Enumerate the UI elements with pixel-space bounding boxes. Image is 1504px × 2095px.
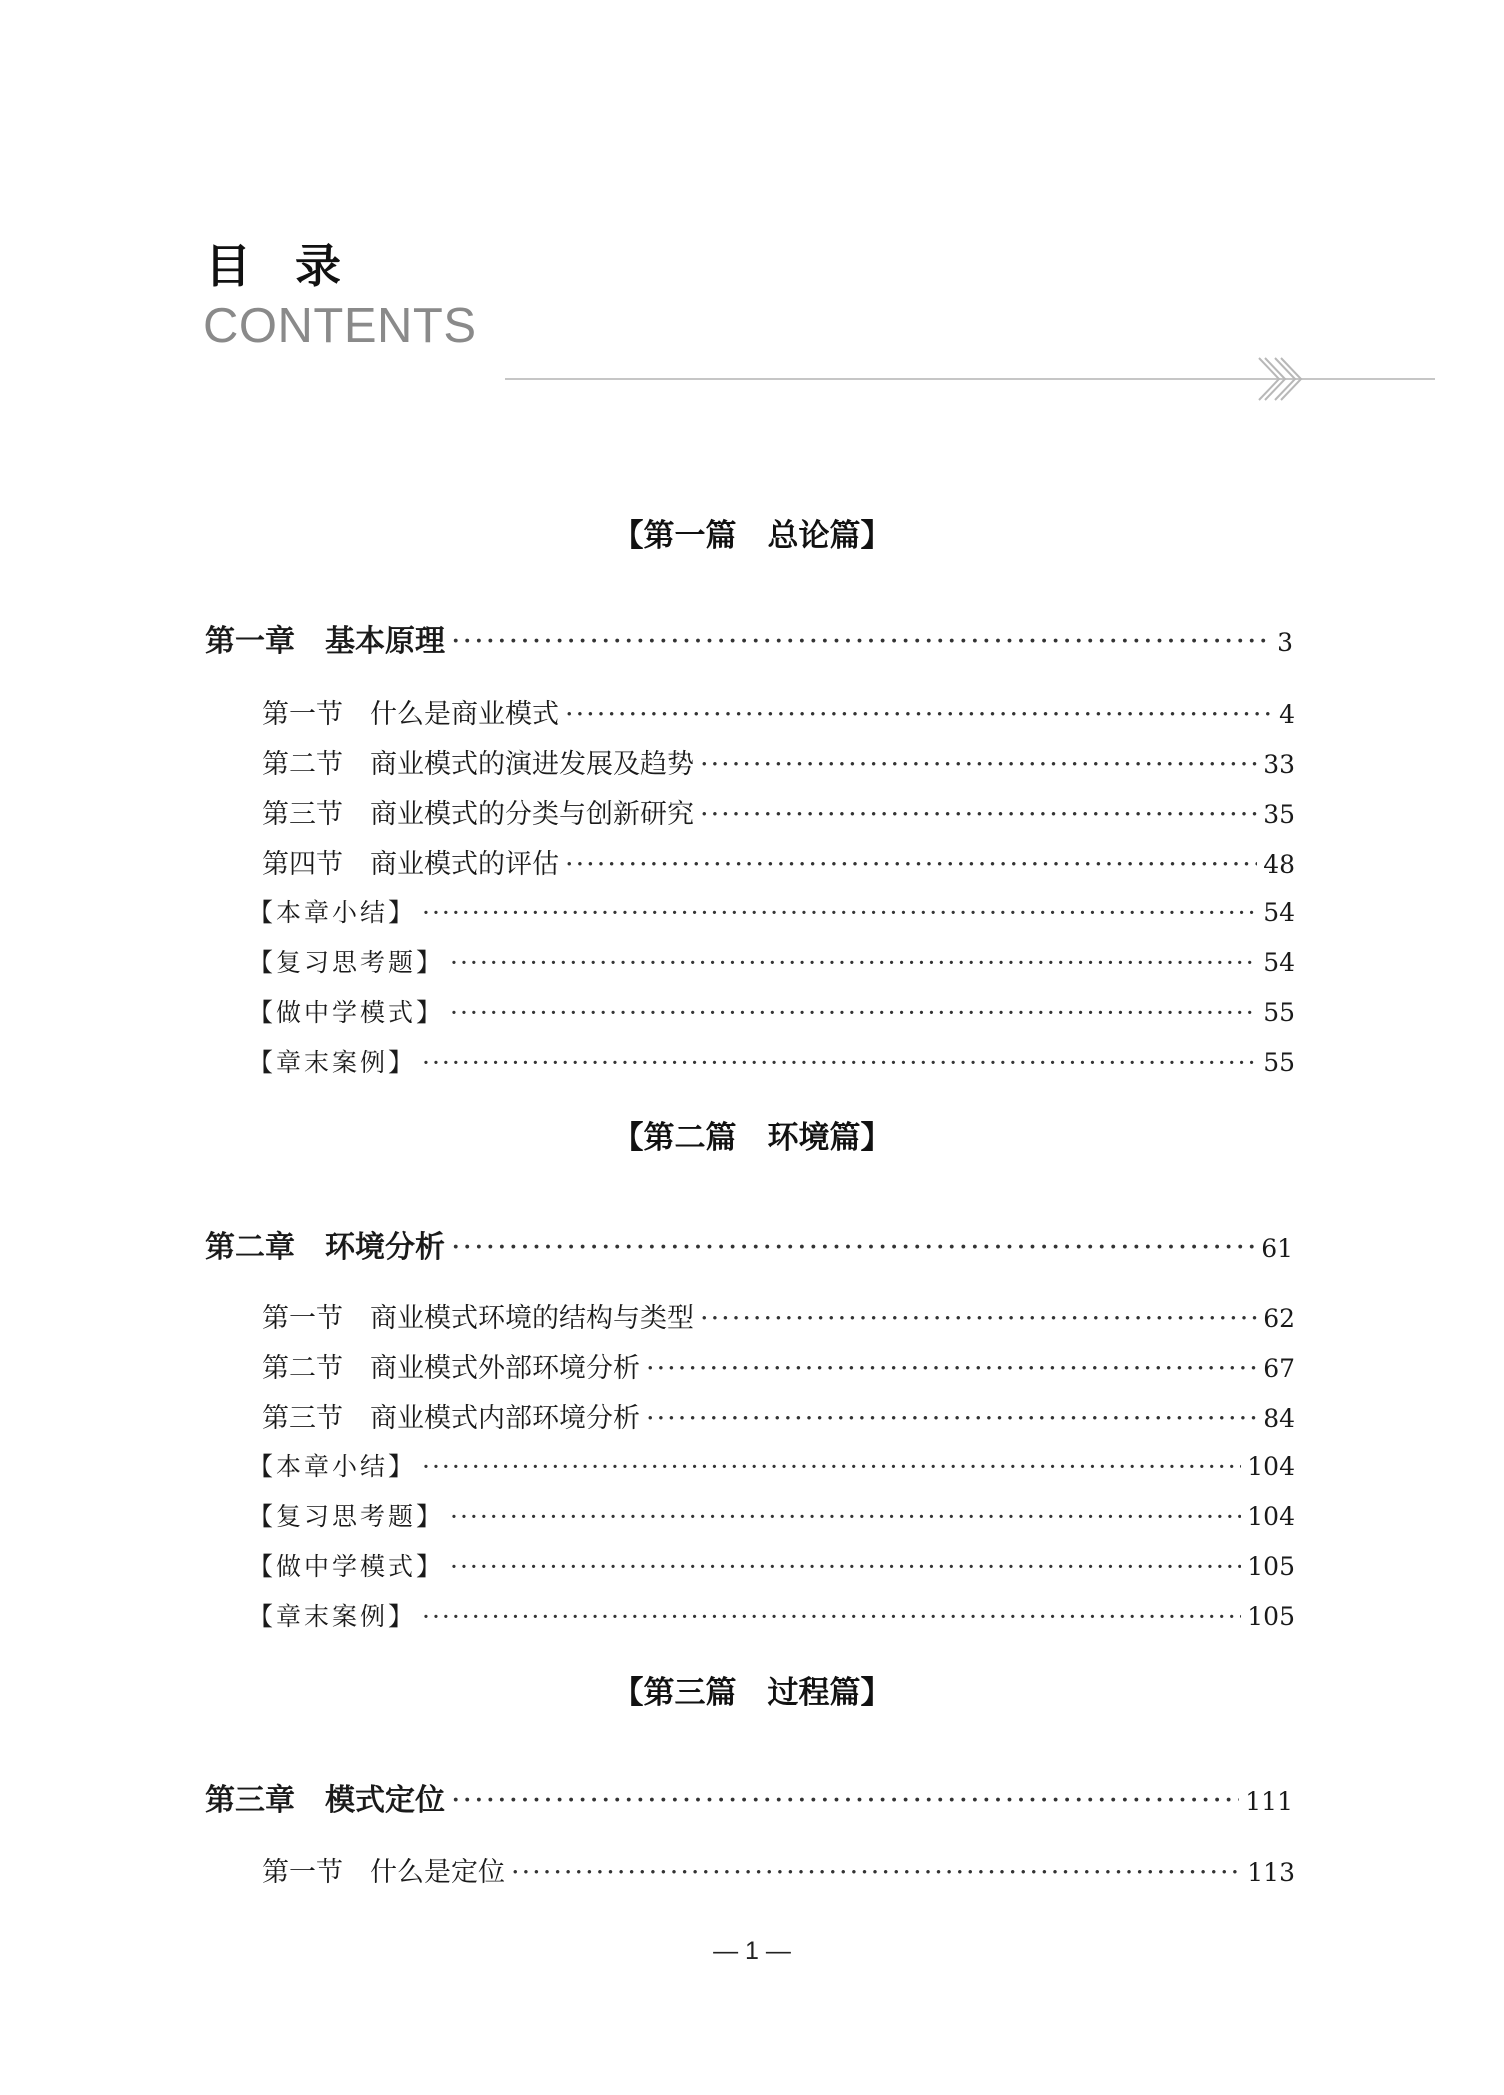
section-title: 第三节 商业模式的分类与创新研究 [262, 799, 694, 830]
section-title: 第二节 商业模式的演进发展及趋势 [262, 749, 694, 780]
chapter-entry[interactable] [205, 616, 1293, 660]
leader-dots [422, 1602, 1241, 1631]
page-number: 67 [1263, 1354, 1295, 1383]
leader-dots [422, 1452, 1241, 1481]
page-number: 33 [1263, 750, 1295, 779]
part-heading: 【第二篇 环境篇】 [612, 1120, 892, 1156]
page-number: 84 [1263, 1404, 1295, 1433]
page-number: 48 [1263, 850, 1295, 879]
chapter-extra-entry[interactable] [248, 1043, 1295, 1079]
extra-title: 【本章小结】 [248, 1452, 417, 1481]
chapter-entry[interactable] [205, 1222, 1293, 1266]
section-entry[interactable] [262, 842, 1295, 881]
page-number: 113 [1247, 1858, 1295, 1887]
extra-title: 【章末案例】 [248, 1048, 417, 1077]
toc-title-english: CONTENTS [203, 299, 477, 353]
section-title: 第一节 商业模式环境的结构与类型 [262, 1303, 694, 1334]
leader-dots [451, 624, 1271, 659]
leader-dots [450, 1502, 1241, 1531]
page-number: 55 [1263, 998, 1295, 1027]
double-chevron-right-icon [1255, 354, 1307, 404]
page-number: 54 [1263, 948, 1295, 977]
chapter-extra-entry[interactable] [248, 1447, 1295, 1483]
leader-dots [646, 1353, 1257, 1384]
chapter-title: 第二章 环境分析 [205, 1230, 445, 1265]
leader-dots [451, 1230, 1255, 1265]
page-number: 61 [1261, 1234, 1293, 1263]
chapter-title: 第三章 模式定位 [205, 1783, 445, 1818]
extra-title: 【做中学模式】 [248, 998, 445, 1027]
leader-dots [422, 898, 1257, 927]
section-title: 第一节 什么是定位 [262, 1857, 505, 1888]
leader-dots [565, 699, 1273, 730]
chapter-extra-entry[interactable] [248, 943, 1295, 979]
page-number: 54 [1263, 898, 1295, 927]
part-heading: 【第一篇 总论篇】 [612, 518, 892, 554]
page-number: 105 [1247, 1602, 1295, 1631]
section-entry[interactable] [262, 1346, 1295, 1385]
extra-title: 【做中学模式】 [248, 1552, 445, 1581]
section-entry[interactable] [262, 1396, 1295, 1435]
leader-dots [700, 1303, 1257, 1334]
chapter-entry[interactable] [205, 1775, 1293, 1819]
leader-dots [450, 1552, 1241, 1581]
page-number: 55 [1263, 1048, 1295, 1077]
section-title: 第三节 商业模式内部环境分析 [262, 1403, 640, 1434]
toc-title-chinese: 目 录 [205, 239, 356, 293]
leader-dots [451, 1783, 1239, 1818]
section-entry[interactable] [262, 792, 1295, 831]
page-footer-number: — 1 — [713, 1937, 791, 1965]
chapter-extra-entry[interactable] [248, 1497, 1295, 1533]
chapter-extra-entry[interactable] [248, 893, 1295, 929]
extra-title: 【复习思考题】 [248, 948, 445, 977]
section-title: 第一节 什么是商业模式 [262, 699, 559, 730]
toc-title-english-row [205, 296, 1305, 366]
leader-dots [450, 998, 1257, 1027]
extra-title: 【本章小结】 [248, 898, 417, 927]
leader-dots [646, 1403, 1257, 1434]
page-number: 105 [1247, 1552, 1295, 1581]
page-number: 104 [1247, 1452, 1295, 1481]
section-entry[interactable] [262, 1850, 1295, 1889]
extra-title: 【章末案例】 [248, 1602, 417, 1631]
chapter-title: 第一章 基本原理 [205, 624, 445, 659]
section-entry[interactable] [262, 1296, 1295, 1335]
leader-dots [565, 849, 1257, 880]
page-number: 111 [1245, 1787, 1293, 1816]
chapter-extra-entry[interactable] [248, 1547, 1295, 1583]
toc-header [205, 238, 1305, 366]
leader-dots [450, 948, 1257, 977]
part-heading: 【第三篇 过程篇】 [612, 1675, 892, 1711]
leader-dots [511, 1857, 1241, 1888]
chapter-extra-entry[interactable] [248, 1597, 1295, 1633]
section-title: 第二节 商业模式外部环境分析 [262, 1353, 640, 1384]
chapter-extra-entry[interactable] [248, 993, 1295, 1029]
leader-dots [700, 799, 1257, 830]
page-number: 3 [1277, 628, 1293, 657]
page-number: 104 [1247, 1502, 1295, 1531]
page-number: 4 [1279, 700, 1295, 729]
section-title: 第四节 商业模式的评估 [262, 849, 559, 880]
leader-dots [422, 1048, 1257, 1077]
page-number: 35 [1263, 800, 1295, 829]
section-entry[interactable] [262, 742, 1295, 781]
extra-title: 【复习思考题】 [248, 1502, 445, 1531]
leader-dots [700, 749, 1257, 780]
section-entry[interactable] [262, 692, 1295, 731]
page-number: 62 [1263, 1304, 1295, 1333]
